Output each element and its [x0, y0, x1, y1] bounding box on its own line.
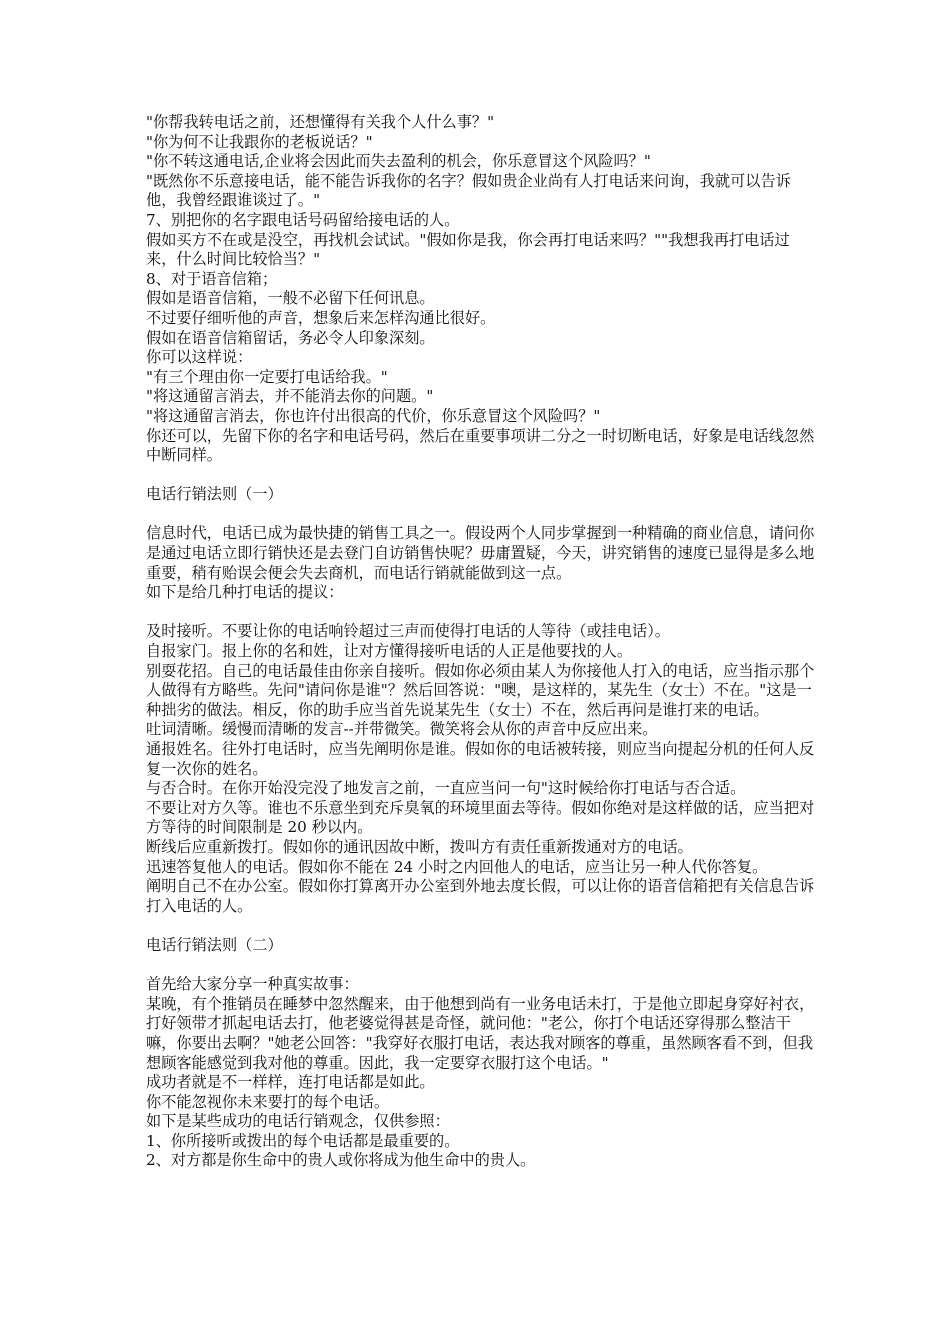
paragraph: 如下是某些成功的电话行销观念，仅供参照： [146, 1112, 450, 1131]
section-heading: 电话行销法则（一） [146, 485, 283, 504]
blank-line [146, 603, 818, 623]
blank-line [146, 505, 818, 525]
paragraph: 你不能忽视你未来要打的每个电话。 [146, 1092, 389, 1111]
paragraph: 首先给大家分享一种真实故事： [146, 975, 359, 994]
paragraph: 不过要仔细听他的声音，想象后来怎样沟通比很好。 [146, 308, 496, 327]
blank-line [146, 956, 818, 976]
paragraph: 假如买方不在或是没空，再找机会试试。"假如你是我，你会再打电话来吗？""我想我再打电话过来，什么时间比较恰当？" [146, 230, 790, 269]
paragraph: 某晚，有个推销员在睡梦中忽然醒来，由于他想到尚有一业务电话未打，于是他立即起身穿好衬衣，打好领带才抓起电话去打，他老婆觉得甚是奇怪，就问他："老公，你打个电话还穿得那么整洁干嘛，你要出去啊？"她老公回答："我穿好衣服打电话，表达我对顾客的尊重，虽然顾客看不到，但我想顾客能感觉到我对他的尊重。因此，我一定要穿衣服打这个电话。" [146, 994, 815, 1072]
paragraph: "你帮我转电话之前，还想懂得有关我个人什么事？" [146, 113, 495, 131]
paragraph: "你为何不让我跟你的老板说话？" [146, 132, 373, 151]
paragraph: 你还可以，先留下你的名字和电话号码，然后在重要事项讲二分之一时切断电话，好象是电话线忽然中断同样。 [146, 426, 815, 465]
paragraph: "将这通留言消去，并不能消去你的问题。" [146, 387, 434, 406]
paragraph: 假如是语音信箱，一般不必留下任何讯息。 [146, 289, 435, 308]
paragraph: "既然你不乐意接电话，能不能告诉我你的名字？假如贵企业尚有人打电话来问询，我就可以告诉他，我曾经跟谁谈过了。" [146, 171, 791, 210]
paragraph: 8、对于语音信箱； [146, 269, 278, 288]
paragraph: "将这通留言消去，你也许付出很高的代价，你乐意冒这个风险吗？" [146, 406, 601, 425]
paragraph: 吐词清晰。缓慢而清晰的发言--并带微笑。微笑将会从你的声音中反应出来。 [146, 720, 658, 739]
paragraph: 断线后应重新拨打。假如你的通讯因故中断，拨叫方有责任重新拨通对方的电话。 [146, 837, 693, 856]
paragraph: 7、别把你的名字跟电话号码留给接电话的人。 [146, 210, 460, 229]
paragraph: 别耍花招。自己的电话最佳由你亲自接听。假如你必须由某人为你接他人打入的电话，应当指示那个人做得有方略些。先问"请问你是谁"？然后回答说："噢，是这样的，某先生（女士）不在。"这是一种拙劣的做法。相反，你的助手应当首先说某先生（女士）不在，然后再问是谁打来的电话。 [146, 661, 815, 719]
paragraph: 如下是给几种打电话的提议： [146, 583, 344, 602]
paragraph: 你可以这样说： [146, 348, 253, 367]
paragraph: 及时接听。不要让你的电话响铃超过三声而使得打电话的人等待（或挂电话）。 [146, 622, 670, 641]
paragraph: "有三个理由你一定要打电话给我。" [146, 367, 388, 386]
paragraph: "你不转这通电话,企业将会因此而失去盈利的机会，你乐意冒这个风险吗？" [146, 152, 651, 171]
paragraph: 自报家门。报上你的名和姓，让对方懂得接听电话的人正是他要找的人。 [146, 642, 632, 661]
paragraph: 迅速答复他人的电话。假如你不能在 24 小时之内回他人的电话，应当让另一种人代你答复。 [146, 857, 768, 876]
paragraph: 阐明自己不在办公室。假如你打算离开办公室到外地去度长假，可以让你的语音信箱把有关信息告诉打入电话的人。 [146, 877, 815, 915]
paragraph: 2、对方都是你生命中的贵人或你将成为他生命中的贵人。 [146, 1151, 536, 1170]
paragraph: 通报姓名。往外打电话时，应当先阐明你是谁。假如你的电话被转接，则应当向提起分机的任何人反复一次你的姓名。 [146, 740, 815, 778]
section-heading: 电话行销法则（二） [146, 935, 283, 954]
paragraph: 信息时代，电话已成为最快捷的销售工具之一。假设两个人同步掌握到一种精确的商业信息，请问你是通过电话立即行销快还是去登门自访销售快呢？毋庸置疑，今天，讲究销售的速度已显得是多么地重要，稍有贻误会便会失去商机，而电话行销就能做到这一点。 [146, 524, 815, 582]
blank-line [146, 916, 818, 936]
document-body [146, 113, 818, 1171]
paragraph: 1、你所接听或拨出的每个电话都是最重要的。 [146, 1131, 460, 1150]
paragraph: 成功者就是不一样样，连打电话都是如此。 [146, 1073, 435, 1092]
paragraph: 与否合时。在你开始没完没了地发言之前，一直应当问一句"这时候给你打电话与否合适。 [146, 779, 746, 798]
paragraph: 不要让对方久等。谁也不乐意坐到充斥臭氧的环境里面去等待。假如你绝对是这样做的话，应当把对方等待的时间限制是 20 秒以内。 [146, 798, 815, 837]
blank-line [146, 466, 818, 486]
paragraph: 假如在语音信箱留话，务必令人印象深刻。 [146, 328, 435, 347]
